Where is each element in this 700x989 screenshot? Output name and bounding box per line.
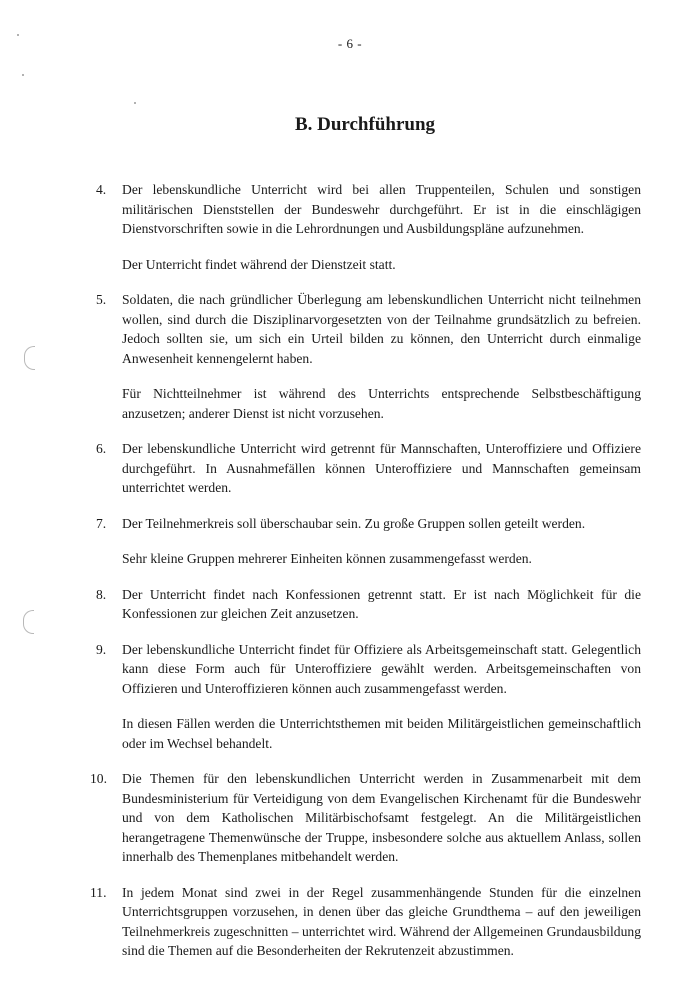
item-paragraph: Der lebenskundliche Unterricht wird getrennt für Mannschaften, Unteroffiziere und Offiziere durchgeführt. In Ausnahmefällen können Unteroffiziere und Mannschaften gemeinsam unterrichtet werden.: [122, 441, 641, 495]
list-item: [0, 640, 700, 754]
item-paragraph: Der Unterricht findet während der Dienstzeit statt.: [122, 256, 396, 272]
item-number: 11.: [90, 884, 107, 900]
item-paragraph: Soldaten, die nach gründlicher Überlegung am lebenskundlichen Unterricht nicht teilnehmen wollen, sind durch die Disziplinarvorgesetzten von der Teilnahme grundsätzlich zu befreien. Jedoch sollten sie, um sich ein Urteil bilden zu können, den Unterricht durch einmalige Anwesenheit kennengelernt haben.: [122, 292, 641, 366]
item-number: 4.: [96, 182, 107, 197]
section-title: B. Durchführung: [294, 114, 436, 135]
list-item: [0, 290, 700, 423]
numbered-list: [0, 180, 700, 977]
item-number: 7.: [96, 515, 107, 531]
item-paragraph: Der Teilnehmerkreis soll überschaubar sein. Zu große Gruppen sollen geteilt werden.: [122, 515, 586, 531]
list-item: [0, 180, 700, 274]
page-number: - 6 -: [337, 36, 363, 51]
item-paragraph: In diesen Fällen werden die Unterrichtsthemen mit beiden Militärgeistlichen gemeinschaftlich oder im Wechsel behandelt.: [122, 716, 641, 751]
item-paragraph: Der lebenskundliche Unterricht findet für Offiziere als Arbeitsgemeinschaft statt. Gelegentlich kann diese Form auch für Unteroffiziere gewählt werden. Arbeitsgemeinschaften von Offizieren und Unteroffizieren können auch zusammengefasst werden.: [122, 641, 641, 696]
item-paragraph: Der Unterricht findet nach Konfessionen getrennt statt. Er ist nach Möglichkeit für die Konfessionen zur gleichen Zeit anzusetzen.: [122, 586, 641, 621]
list-item: [0, 585, 700, 624]
list-item: [0, 883, 700, 961]
item-number: 5.: [96, 292, 107, 307]
list-item: [0, 514, 700, 569]
item-number: 8.: [96, 586, 107, 602]
item-paragraph: Sehr kleine Gruppen mehrerer Einheiten können zusammengefasst werden.: [122, 551, 532, 566]
item-paragraph: In jedem Monat sind zwei in der Regel zusammenhängende Stunden für die einzelnen Unterrichtsgruppen vorzusehen, in denen über das gleiche Grundthema – auf den jeweiligen Teilnehmerkreis zugeschnitten – unterrichtet wird. Während der Allgemeinen Grundausbildung sind die Themen auf die Besonderheiten der Rekrutenzeit abzustimmen.: [122, 884, 641, 958]
scan-speck: [22, 74, 24, 76]
item-number: 6.: [96, 441, 107, 456]
item-paragraph: Die Themen für den lebenskundlichen Unterricht werden in Zusammenarbeit mit dem Bundesministerium für Verteidigung von dem Evangelischen Kirchenamt für die Bundeswehr und von dem Katholischen Militärbischofsamt festgelegt. An die Militärgeistlichen herangetragene Themenwünsche der Truppe, insbesondere solche aus aktuellem Anlass, sollen innerhalb des Themenplanes mitbehandelt werden.: [122, 771, 641, 864]
item-paragraph: Für Nichtteilnehmer ist während des Unterrichts entsprechende Selbstbeschäftigung anzusetzen; anderer Dienst ist nicht vorzusehen.: [122, 386, 641, 421]
item-number: 9.: [96, 641, 107, 657]
item-paragraph: Der lebenskundliche Unterricht wird bei allen Truppenteilen, Schulen und sonstigen militärischen Dienststellen der Bundeswehr durchgeführt. Er ist in die einschlägigen Dienstvorschriften sowie in die Lehrordnungen und Ausbildungspläne aufzunehmen.: [122, 182, 641, 236]
item-number: 10.: [90, 771, 107, 786]
list-item: [0, 439, 700, 498]
scan-speck: [134, 102, 136, 104]
list-item: [0, 769, 700, 867]
